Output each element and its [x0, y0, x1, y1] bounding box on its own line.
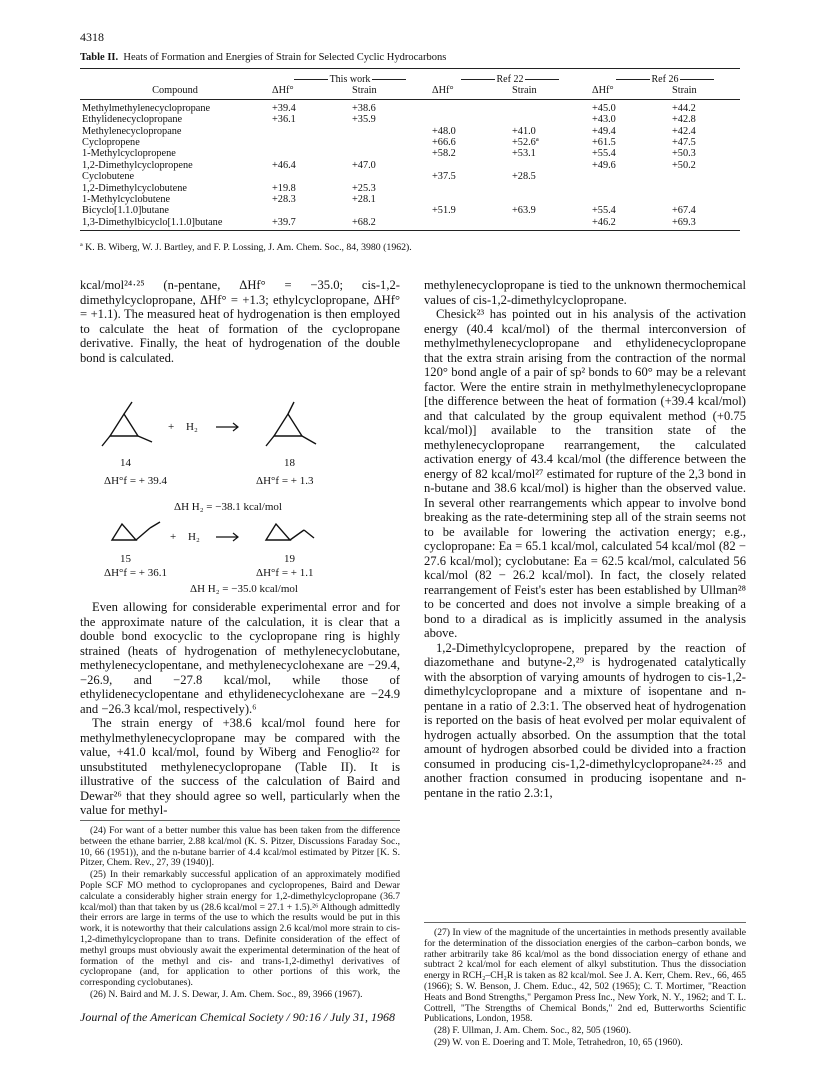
structure-14	[102, 402, 152, 446]
table-container	[80, 68, 740, 231]
right-column	[424, 278, 746, 800]
table-row: 1,2-Dimethylcyclopropene +46.4 +47.0 +49.6 +50.2	[82, 159, 696, 171]
footnote-29: (29) W. von E. Doering and T. Mole, Tetrahedron, 10, 65 (1960).	[434, 1036, 683, 1048]
journal-footer: Journal of the American Chemical Society / 90:16 / July 31, 1968	[80, 1010, 396, 1024]
table-row: Bicyclo[1.1.0]butane +51.9 +63.9 +55.4 +67.4	[82, 205, 696, 217]
strain-table	[80, 69, 740, 231]
left-paragraph-3: The strain energy of +38.6 kcal/mol found here for methylmethylenecyclopropane may be compared with the value, +41.0 kcal/mol, found by Wiberg and Fenoglio²² for unsubstituted methylenecyclopropane (Table II). It is illustrative of the success of the calculation of Baird and Dewar²⁶ that they should agree so well, particularly when the value for methyl-	[80, 716, 400, 817]
group-ref26: Ref 26	[614, 74, 717, 85]
compound-14: 14	[120, 457, 131, 469]
table-row: Methylenecyclopropane +48.0 +41.0 +49.4 +42.4	[82, 125, 696, 137]
group-this-work: This work	[292, 74, 409, 85]
structure-18	[266, 402, 316, 446]
col-strain: Strain	[670, 85, 740, 99]
table-row: 1,2-Dimethylcyclobutene +19.8 +25.3	[82, 182, 376, 194]
right-paragraph-3: 1,2-Dimethylcyclopropene, prepared by the reaction of diazomethane and butyne-2,²⁹ is hydrogenated catalytically with the absorption of varying amounts of hydrogen to cis-1,2-dimethylcyclopropane and a mixture of isopentane and n-pentane in a ratio of 2.3:1. The observed heat of hydrogenation is reported on the basis of heat evolved per molar equivalent of hydrogen actually absorbed. On the assumption that the total amount of hydrogen absorbed could be divided into a fraction consumed in producing cis-1,2-dimethylcyclopropane²⁴·²⁵ and another fraction consumed in producing isopentane and n-pentane in the ratio 2.3:1,	[424, 640, 746, 800]
left-footnotes	[80, 826, 400, 1002]
left-paragraph-1: kcal/mol²⁴·²⁵ (n-pentane, ΔHf° = −35.0; cis-1,2-dimethylcyclopropane, ΔHf° = +1.3; ethylcyclopropane, ΔHf° = +1.1). The measured heat of hydrogenation is then employed to calculate the heat of formation of the cyclopropane derivative. Finally, the heat of hydrogenation of the double bond is calculated.	[80, 278, 400, 365]
right-paragraph-1: methylenecyclopropane is tied to the unknown thermochemical values of cis-1,2-dimethylcyclopropane.	[424, 278, 746, 307]
reaction-arrow	[216, 533, 238, 541]
footnote-rule	[80, 820, 400, 821]
dhf-14: ΔH°f = + 39.4	[104, 475, 167, 487]
page-number: 4318	[80, 30, 104, 44]
left-column-lower	[80, 600, 400, 818]
dhh-reaction-2: ΔH H₂ = −35.0 kcal/mol	[190, 583, 298, 595]
compound-19: 19	[284, 553, 295, 565]
table-row: Ethylidenecyclopropane +36.1 +35.9 +43.0 +42.8	[82, 114, 696, 126]
h2-label: H₂	[188, 531, 200, 543]
left-column	[80, 278, 400, 365]
footnote-28: (28) F. Ullman, J. Am. Chem. Soc., 82, 505 (1960).	[434, 1025, 631, 1037]
compound-18: 18	[284, 457, 295, 469]
table-row: Cyclopropene +66.6 +52.6ª +61.5 +47.5	[82, 137, 696, 149]
group-ref22: Ref 22	[459, 74, 562, 85]
footnote-25: (25) In their remarkably successful application of an approximately modified Pople SCF MO method to cyclopropanes and cyclopropenes, Baird and Dewar calculate a considerably higher strain energy for 1,2-dimethylcyclopropane (36.7 kcal/mol) than that taken by us (28.6 kcal/mol = 27.1 + 1.5).²⁶ Although admittedly their errors are large in terms of the use to which the results would be put in this work, it is noteworthy that their calculations assign 2.6 kcal/mol more strain to cis-1,2-dimethylcyclopropane than to trans. Definite consideration of the effect of methyl groups must obviously await the experimental determination of the heat of formation of the methyl and cis- and trans-1,2-dimethyl derivatives of cyclopropane (and, for application to other portions of this work, the corresponding cyclobutanes).	[80, 869, 400, 989]
table-caption-label: Table II.	[80, 52, 119, 63]
col-dhf: ΔHf°	[590, 85, 670, 99]
table-row: 1-Methylcyclobutene +28.3 +28.1	[82, 194, 376, 206]
left-paragraph-2: Even allowing for considerable experimental error and for the approximate nature of the calculation, it is clear that a double bond exocyclic to the cyclopropane ring is highly strained (heats of hydrogenation of methylenecyclobutane, methylenecyclopentane, and methylenecyclohexane are −29.4, −26.9, and −27.8 kcal/mol, while those of ethylidenecyclopentane and ethylidenecyclohexane are −24.9 and −26.3 kcal/mol, respectively).⁶	[80, 600, 400, 716]
footnote-rule	[424, 922, 746, 923]
structure-19	[266, 524, 314, 540]
h2-label: H₂	[186, 421, 198, 433]
col-strain: Strain	[350, 85, 430, 99]
dhh-reaction-1: ΔH H₂ = −38.1 kcal/mol	[174, 501, 282, 513]
compound-15: 15	[120, 553, 131, 565]
table-row: 1-Methylcyclopropene +58.2 +53.1 +55.4 +50.3	[82, 148, 696, 160]
table-row: 1,3-Dimethylbicyclo[1.1.0]butane +39.7 +68.2 +46.2 +69.3	[80, 217, 740, 231]
dhf-18: ΔH°f = + 1.3	[256, 475, 314, 487]
col-compound: Compound	[80, 85, 270, 99]
table-row: Methylmethylenecyclopropane +39.4 +38.6 +45.0 +44.2	[82, 102, 696, 114]
col-strain: Strain	[510, 85, 590, 99]
dhf-19: ΔH°f = + 1.1	[256, 567, 314, 579]
footnote-26: (26) N. Baird and M. J. S. Dewar, J. Am. Chem. Soc., 89, 3966 (1967).	[90, 988, 363, 1000]
table-caption-text: Heats of Formation and Energies of Strain for Selected Cyclic Hydrocarbons	[123, 52, 447, 63]
col-dhf: ΔHf°	[270, 85, 350, 99]
reaction-arrow	[216, 423, 238, 431]
col-dhf: ΔHf°	[430, 85, 510, 99]
dhf-15: ΔH°f = + 36.1	[104, 567, 167, 579]
plus-sign: +	[168, 421, 175, 433]
table-row: Cyclobutene +37.5 +28.5	[82, 171, 536, 183]
hydrogenation-scheme	[100, 400, 390, 582]
plus-sign: +	[170, 531, 177, 543]
table-footnote: ª K. B. Wiberg, W. J. Bartley, and F. P. Lossing, J. Am. Chem. Soc., 84, 3980 (1962).	[80, 242, 412, 253]
structure-15	[112, 522, 160, 540]
right-footnotes	[424, 928, 746, 1050]
right-paragraph-2: Chesick²³ has pointed out in his analysis of the activation energy (40.4 kcal/mol) of the thermal interconversion of methylmethylenecyclopropane and ethylidenecyclopropane that the extra strain arising from the contraction of the normal 120° bond angle of a pair of sp² bonds to 60° may be a relevant factor. Were the entire strain in methylmethylenecyclopropane [the difference between the heat of formation (+39.4 kcal/mol) and that calculated by the group equivalent method (+0.75 kcal/mol)] available to the transition state of the methylenecyclopropane rearrangement, the calculated activation energy of 43.4 kcal/mol (the difference between the energy of 82 kcal/mol²⁷ estimated for rupture of the 2,3 bond in n-butane and 38.6 kcal/mol) is higher than the observed value. In several other rearrangements which appear to involve bond breaking as the rate-determining step all of the strain seems not to be available for lowering the activation energy; e.g., cyclopropane: Ea = 65.1 kcal/mol, calculated 54 kcal/mol (82 − 27.6 kcal/mol); cyclobutane: Ea = 62.5 kcal/mol, calculated 56 kcal/mol (82 − 26.2 kcal/mol). In fact, the closely related rearrangement of Feist's ester has been established by Ullman²⁸ to be concerted and does not involve a simple breaking of a bond to a diradical as is implicitly assumed in the analysis above.	[424, 307, 746, 640]
table-caption	[80, 52, 446, 63]
footnote-27: (27) In view of the magnitude of the uncertainties in methods presently available for the determination of the dissociation energies of the carbon–carbon bonds, we rather arbitrarily take 86 kcal/mol as the bond dissociation energy of ethane and subtract 2 kcal/mol for each element of alkyl substitution. Thus the dissociation energy in RCH₂–CH₂R is taken as 82 kcal/mol. See J. A. Kerr, Chem. Rev., 66, 465 (1966); S. W. Benson, J. Chem. Educ., 42, 502 (1965); C. T. Mortimer, "Reaction Heats and Bond Strengths," Pergamon Press Inc., New York, N. Y., 1962; and T. L. Cottrell, "The Strengths of Chemical Bonds," 2nd ed, Butterworths Scientific Publications, London, 1958.	[424, 927, 746, 1025]
footnote-24: (24) For want of a better number this value has been taken from the difference between the ethane barrier, 2.88 kcal/mol (K. S. Pitzer, Discussions Faraday Soc., 10, 66 (1951)), and the n-butane barrier of 4.4 kcal/mol estimated by Pitzer [K. S. Pitzer, Chem. Rev., 27, 39 (1940)].	[80, 825, 400, 869]
